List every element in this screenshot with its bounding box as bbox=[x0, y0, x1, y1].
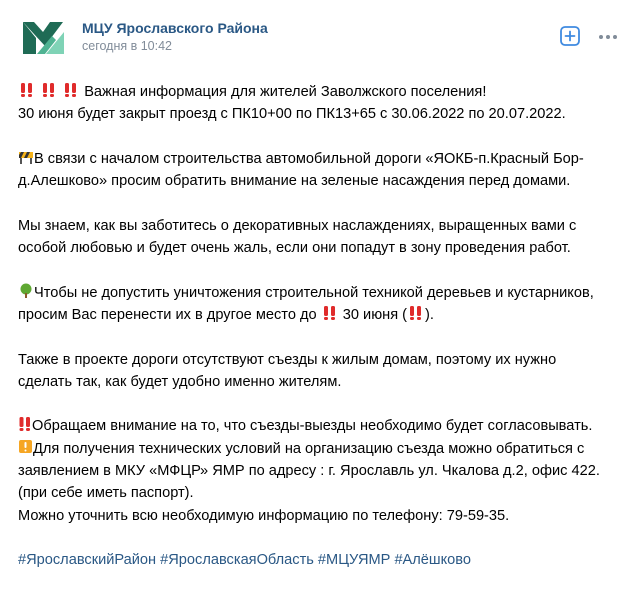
text-line-9: Также в проекте дороги отсутствуют съезды к жилым домам, поэтому их нужно bbox=[18, 351, 557, 368]
text-line-8b: 30 июня ( bbox=[342, 306, 408, 323]
text-line-12: Для получения технических условий на организацию съезда можно обратиться с bbox=[33, 440, 585, 457]
tree-emoji bbox=[18, 283, 34, 299]
post-author[interactable]: МЦУ Ярославского Района bbox=[82, 20, 268, 36]
paragraph-gap bbox=[18, 192, 623, 214]
post-date[interactable]: сегодня в 10:42 bbox=[82, 39, 172, 53]
hashtags bbox=[18, 549, 623, 571]
text-line-8c: ). bbox=[425, 306, 434, 323]
double-exclamation-emoji bbox=[40, 82, 58, 98]
text-line-10: сделать так, как будет удобно именно жителям. bbox=[18, 373, 342, 390]
paragraph-gap bbox=[18, 326, 623, 348]
text-line-6: особой любовью и будет очень жаль, если они попадут в зону проведения работ. bbox=[18, 240, 571, 257]
text-line-1: Важная информация для жителей Заволжского поселения! bbox=[84, 84, 487, 100]
hashtag-link[interactable]: #Алёшково bbox=[394, 552, 471, 569]
paragraph-gap bbox=[18, 259, 623, 281]
text-line bbox=[18, 81, 623, 103]
post-header bbox=[20, 14, 619, 60]
text-line bbox=[18, 282, 623, 304]
text-line bbox=[18, 415, 623, 437]
text-line bbox=[18, 148, 623, 170]
construction-barrier-emoji bbox=[18, 149, 34, 165]
double-exclamation-emoji bbox=[18, 82, 36, 98]
double-exclamation-emoji bbox=[62, 82, 80, 98]
text-line bbox=[18, 304, 623, 326]
post-text bbox=[18, 81, 623, 572]
text-line-2: 30 июня будет закрыт проезд с ПК10+00 по ПК13+65 с 30.06.2022 по 20.07.2022. bbox=[18, 106, 566, 123]
add-square-icon[interactable] bbox=[559, 25, 581, 47]
text-line-8a: просим Вас перенести их в другое место до bbox=[18, 306, 317, 323]
text-line-11: Обращаем внимание на то, что съезды-выезды необходимо будет согласовывать. bbox=[32, 418, 593, 435]
paragraph-gap bbox=[18, 126, 623, 148]
hashtag-link[interactable]: #ЯрославскийРайон bbox=[18, 552, 157, 569]
paragraph-gap bbox=[18, 527, 623, 549]
hashtag-link[interactable]: #ЯрославскаяОбласть bbox=[160, 552, 314, 569]
text-line-13: заявлением в МКУ «МФЦР» ЯМР по адресу : г. Ярославль ул. Чкалова д.2, офис 422. bbox=[18, 463, 600, 480]
text-line-4: д.Алешково» просим обратить внимание на зеленые насаждения перед домами. bbox=[18, 173, 571, 190]
double-exclamation-emoji bbox=[407, 305, 425, 321]
double-exclamation-emoji bbox=[18, 416, 32, 432]
more-dots-icon[interactable] bbox=[597, 26, 619, 48]
text-line-7: Чтобы не допустить уничтожения строительной техникой деревьев и кустарников, bbox=[34, 284, 594, 301]
hashtag-link[interactable]: #МЦУЯМР bbox=[317, 552, 391, 569]
text-line-14: (при себе иметь паспорт). bbox=[18, 485, 194, 502]
mcu-logo-avatar[interactable] bbox=[20, 14, 66, 60]
text-line bbox=[18, 438, 623, 460]
text-line-5: Мы знаем, как вы заботитесь о декоративных наслаждениях, выращенных вами с bbox=[18, 217, 577, 234]
text-line-15: Можно уточнить всю необходимую информацию по телефону: 79-59-35. bbox=[18, 507, 510, 524]
double-exclamation-emoji bbox=[321, 305, 339, 321]
paragraph-gap bbox=[18, 393, 623, 415]
exclamation-sign-emoji bbox=[18, 439, 33, 455]
text-line-3: В связи с началом строительства автомобильной дороги «ЯОКБ-п.Красный Бор- bbox=[34, 150, 584, 167]
